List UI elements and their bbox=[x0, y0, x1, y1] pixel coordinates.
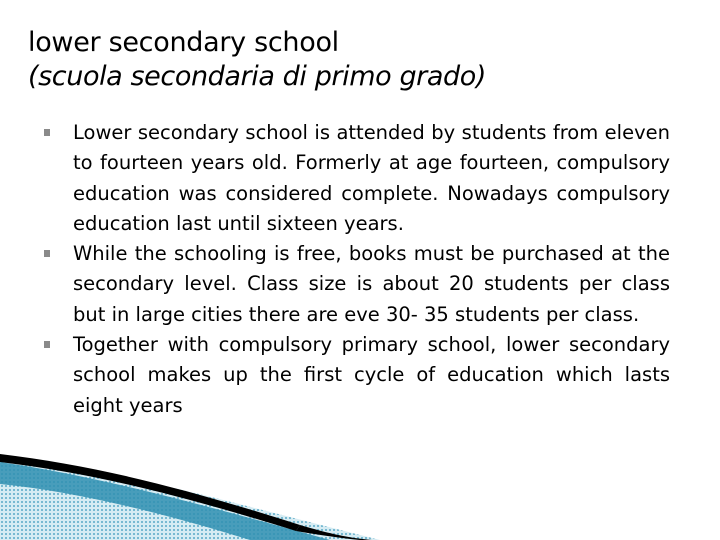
title-block bbox=[28, 26, 708, 94]
bullet-text-2: While the schooling is free, books must be purchased at the secondary level. Class size is about 20 students per class but in large cities there are eve 30- 35 students per class. bbox=[73, 242, 670, 326]
bullet-item-2 bbox=[44, 239, 670, 330]
bullet-text-1: Lower secondary school is attended by students from eleven to fourteen years old. Formerly at age fourteen, compulsory education was considered complete. Nowadays compulsory education last until sixteen years. bbox=[73, 121, 670, 235]
slide-subtitle: (scuola secondaria di primo grado) bbox=[28, 61, 487, 92]
bullet-text-3: Together with compulsory primary school, lower secondary school makes up the first cycle of education which lasts eight years bbox=[73, 333, 670, 417]
bullet-item-1 bbox=[44, 118, 670, 239]
square-bullet-icon bbox=[44, 129, 50, 136]
square-bullet-icon bbox=[44, 341, 50, 348]
slide-title: lower secondary school bbox=[28, 27, 339, 58]
square-bullet-icon bbox=[44, 250, 50, 257]
bullet-list bbox=[44, 118, 670, 421]
bullet-item-3 bbox=[44, 330, 670, 421]
